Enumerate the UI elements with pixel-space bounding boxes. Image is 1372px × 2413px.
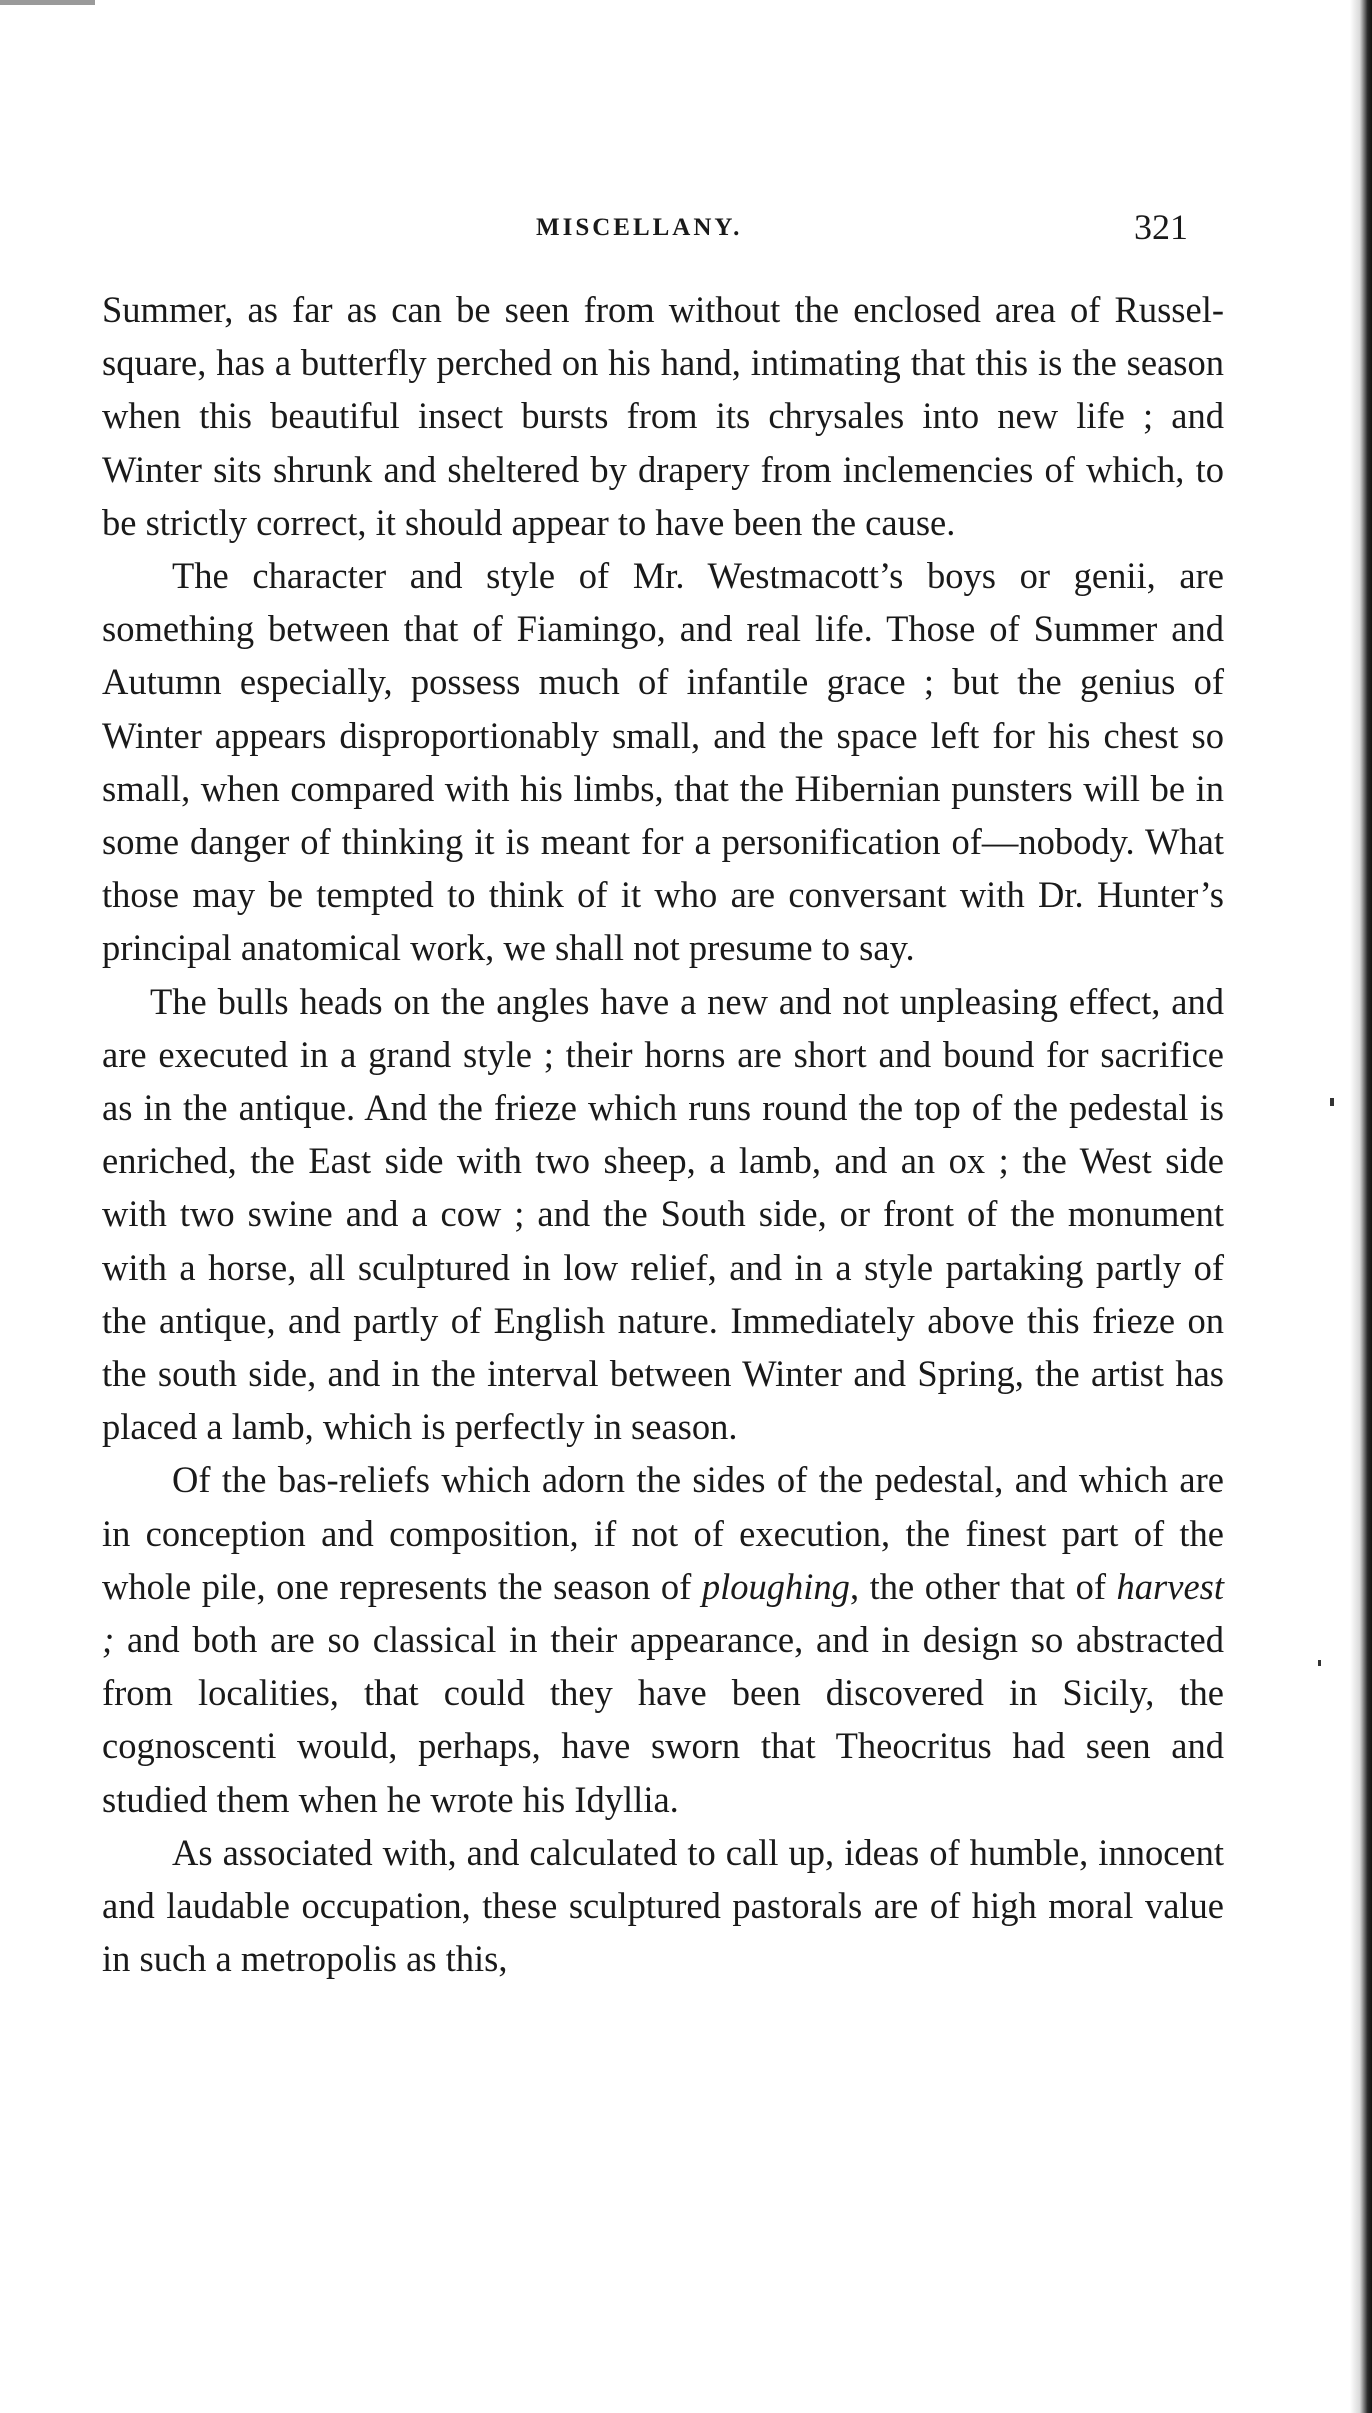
paragraph-4-text-after: and both are so classical in their appearance, and in design so abstracted from localities, that could they have been discovered in Sicily, the cognoscenti would, perhaps, have sworn that Theocritus had seen and studied them when he wrote his Idyllia. (102, 1619, 1224, 1820)
running-head: MISCELLANY. (536, 214, 743, 241)
paragraph-2: The character and style of Mr. Westmacott’s boys or genii, are something between that of Fiamingo, and real life. Those of Summer and Autumn especially, possess much of infantile grace ; but the genius of Winter appears disproportionably small, and the space left for his chest so small, when compared with his limbs, that the Hibernian punsters will be in some danger of thinking it is meant for a personification of—nobody. What those may be tempted to think of it who are conversant with Dr. Hunter’s principal anatomical work, we shall not presume to say. (102, 555, 1224, 969)
margin-speck (1330, 1098, 1334, 1106)
italic-harvest: harvest ; (102, 1565, 1224, 1661)
italic-ploughing: ploughing (701, 1565, 850, 1607)
page-number: 321 (1134, 207, 1188, 247)
paragraph-5: As associated with, and calculated to call up, ideas of humble, innocent and laudable occupation, these sculptured pastorals are of high moral value in such a metropolis as this, (102, 1831, 1224, 1980)
body-text (102, 283, 1224, 1986)
page-edge-shadow (1350, 0, 1372, 2413)
margin-speck (1318, 1660, 1321, 1666)
page-header (0, 206, 1372, 256)
paragraph-4-text-before: Of the bas-reliefs which adorn the sides of the pedestal, and which are in conception and composition, if not of execution, the finest part of the whole pile, one represents the season of (102, 1459, 1224, 1607)
paragraph-3: The bulls heads on the angles have a new and not unpleasing effect, and are executed in a grand style ; their horns are short and bound for sacrifice as in the antique. And the frieze which runs round the top of the pedestal is enriched, the East side with two sheep, a lamb, and an ox ; the West side with two swine and a cow ; and the South side, or front of the monument with a horse, all sculptured in low relief, and in a style partaking partly of the antique, and partly of English nature. Immediately above this frieze on the south side, and in the interval between Winter and Spring, the artist has placed a lamb, which is perfectly in season. (102, 980, 1224, 1448)
paragraph-4 (102, 1453, 1224, 1825)
paragraph-4-text-middle: , the other that of (849, 1565, 1117, 1607)
scan-edge-mark (0, 0, 95, 5)
paragraph-1: Summer, as far as can be seen from without the enclosed area of Russel-square, has a butterfly perched on his hand, intimating that this is the season when this beautiful insect bursts from its chrysales into new life ; and Winter sits shrunk and sheltered by drapery from inclemencies of which, to be strictly correct, it should appear to have been the cause. (102, 289, 1224, 543)
